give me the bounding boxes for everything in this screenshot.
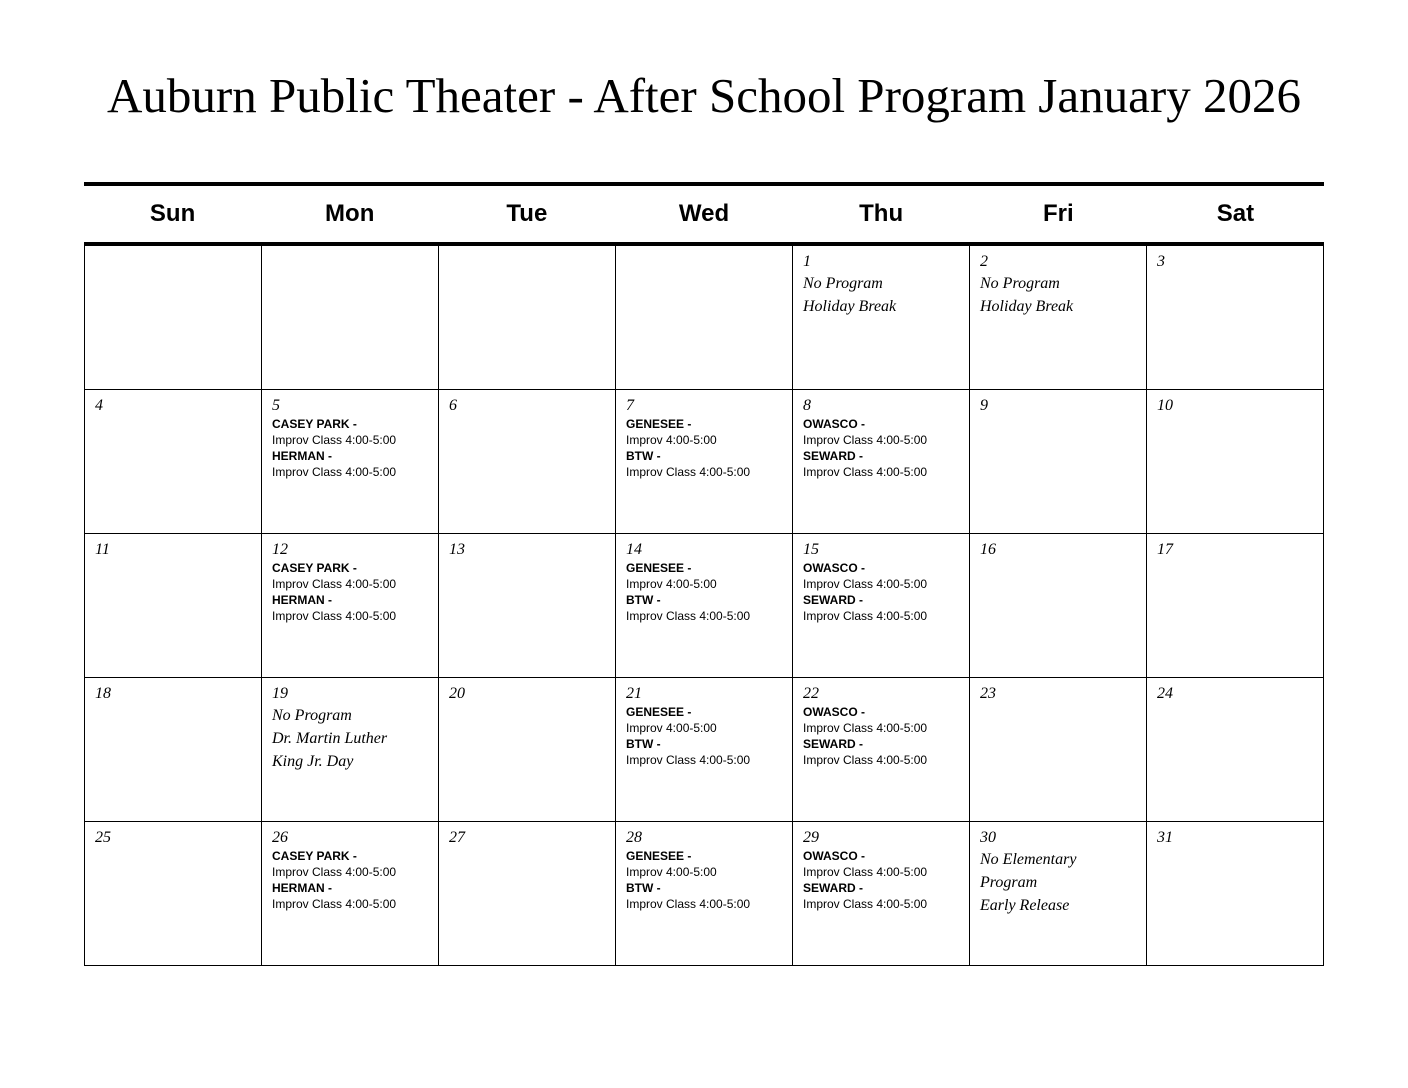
day-number: 11 [95, 541, 110, 558]
program-class-time: Improv Class 4:00-5:00 [803, 433, 928, 447]
day-number: 17 [1157, 541, 1173, 558]
day-number: 23 [980, 685, 996, 702]
day-number: 10 [1157, 397, 1173, 414]
day-number: 25 [95, 829, 111, 846]
day-cell-empty [439, 246, 616, 390]
day-number: 9 [980, 397, 988, 414]
day-cell-empty [616, 246, 793, 390]
day-cell-11 [85, 534, 262, 678]
day-cell-12 [262, 534, 439, 678]
day-number: 30 [980, 829, 996, 846]
program-site: SEWARD - [803, 593, 863, 607]
day-number: 6 [449, 397, 457, 414]
weekday-header-tue: Tue [506, 200, 548, 227]
day-cell-10 [1147, 390, 1324, 534]
program-class-time: Improv Class 4:00-5:00 [272, 465, 397, 479]
day-cell-29 [793, 822, 970, 966]
day-cell-empty [85, 246, 262, 390]
program-site: BTW - [626, 593, 661, 607]
program-class-time: Improv Class 4:00-5:00 [803, 865, 928, 879]
day-number: 3 [1157, 253, 1165, 270]
program-site: OWASCO - [803, 561, 865, 575]
program-class-time: Improv Class 4:00-5:00 [803, 753, 928, 767]
program-class-time: Improv Class 4:00-5:00 [803, 721, 928, 735]
day-cell-1 [793, 246, 970, 390]
weekday-header-wed: Wed [678, 200, 730, 227]
program-class-time: Improv Class 4:00-5:00 [272, 609, 397, 623]
program-site: OWASCO - [803, 849, 865, 863]
day-cell-5 [262, 390, 439, 534]
weekday-header-fri: Fri [1042, 200, 1074, 227]
day-note: Holiday Break [980, 298, 1074, 315]
program-class-time: Improv Class 4:00-5:00 [803, 609, 928, 623]
day-number: 29 [803, 829, 819, 846]
day-cell-empty [262, 246, 439, 390]
program-site: GENESEE - [626, 849, 692, 863]
day-cell-8 [793, 390, 970, 534]
day-cell-18 [85, 678, 262, 822]
program-class-time: Improv Class 4:00-5:00 [272, 865, 397, 879]
day-cell-25 [85, 822, 262, 966]
day-note: Early Release [980, 897, 1070, 914]
day-cell-31 [1147, 822, 1324, 966]
program-class-time: Improv Class 4:00-5:00 [626, 609, 751, 623]
program-site: SEWARD - [803, 449, 863, 463]
program-site: GENESEE - [626, 561, 692, 575]
program-class-time: Improv Class 4:00-5:00 [272, 577, 397, 591]
program-site: CASEY PARK - [272, 417, 357, 431]
day-cell-21 [616, 678, 793, 822]
day-cell-17 [1147, 534, 1324, 678]
program-site: SEWARD - [803, 737, 863, 751]
day-note: No Program [980, 275, 1060, 292]
program-site: BTW - [626, 881, 661, 895]
program-class-time: Improv Class 4:00-5:00 [626, 465, 751, 479]
day-number: 26 [272, 829, 288, 846]
program-site: SEWARD - [803, 881, 863, 895]
day-cell-9 [970, 390, 1147, 534]
program-class-time: Improv 4:00-5:00 [626, 433, 717, 447]
weekday-header-thu: Thu [859, 200, 904, 227]
day-number: 15 [803, 541, 819, 558]
day-number: 14 [626, 541, 642, 558]
day-note: Program [980, 874, 1038, 891]
day-number: 24 [1157, 685, 1173, 702]
day-number: 22 [803, 685, 819, 702]
day-cell-4 [85, 390, 262, 534]
program-class-time: Improv Class 4:00-5:00 [803, 897, 928, 911]
program-site: HERMAN - [272, 881, 332, 895]
day-number: 2 [980, 253, 988, 270]
day-cell-27 [439, 822, 616, 966]
program-class-time: Improv Class 4:00-5:00 [803, 465, 928, 479]
day-cell-16 [970, 534, 1147, 678]
day-number: 16 [980, 541, 996, 558]
day-cell-23 [970, 678, 1147, 822]
day-number: 27 [449, 829, 465, 846]
program-class-time: Improv Class 4:00-5:00 [272, 897, 397, 911]
program-site: CASEY PARK - [272, 561, 357, 575]
day-note: Dr. Martin Luther [272, 730, 388, 747]
program-site: BTW - [626, 449, 661, 463]
program-class-time: Improv Class 4:00-5:00 [803, 577, 928, 591]
day-number: 20 [449, 685, 465, 702]
day-number: 28 [626, 829, 642, 846]
weekday-header-mon: Mon [325, 200, 375, 227]
calendar [84, 182, 1324, 966]
day-cell-14 [616, 534, 793, 678]
page-title: Auburn Public Theater - After School Program January 2026 [107, 68, 1301, 123]
day-number: 21 [626, 685, 642, 702]
weekday-header-sun: Sun [149, 200, 196, 227]
program-class-time: Improv 4:00-5:00 [626, 865, 717, 879]
day-note: No Elementary [980, 851, 1077, 868]
day-cell-20 [439, 678, 616, 822]
day-number: 13 [449, 541, 465, 558]
day-note: King Jr. Day [272, 753, 354, 770]
day-number: 12 [272, 541, 288, 558]
weekday-header-sat: Sat [1216, 200, 1255, 227]
program-class-time: Improv Class 4:00-5:00 [272, 433, 397, 447]
program-class-time: Improv 4:00-5:00 [626, 577, 717, 591]
program-site: CASEY PARK - [272, 849, 357, 863]
program-class-time: Improv 4:00-5:00 [626, 721, 717, 735]
day-note: No Program [803, 275, 883, 292]
day-note: Holiday Break [803, 298, 897, 315]
program-class-time: Improv Class 4:00-5:00 [626, 753, 751, 767]
day-cell-7 [616, 390, 793, 534]
day-number: 8 [803, 397, 811, 414]
day-number: 1 [803, 253, 811, 270]
day-cell-24 [1147, 678, 1324, 822]
day-number: 4 [95, 397, 103, 414]
day-cell-6 [439, 390, 616, 534]
day-number: 5 [272, 397, 280, 414]
program-site: OWASCO - [803, 705, 865, 719]
program-site: GENESEE - [626, 705, 692, 719]
day-cell-28 [616, 822, 793, 966]
day-number: 31 [1157, 829, 1173, 846]
weekday-header-row [84, 186, 1324, 242]
day-cell-3 [1147, 246, 1324, 390]
day-cell-30 [970, 822, 1147, 966]
day-cell-22 [793, 678, 970, 822]
calendar-grid [84, 246, 1324, 966]
program-site: HERMAN - [272, 449, 332, 463]
program-site: HERMAN - [272, 593, 332, 607]
program-class-time: Improv Class 4:00-5:00 [626, 897, 751, 911]
program-site: GENESEE - [626, 417, 692, 431]
day-cell-2 [970, 246, 1147, 390]
day-cell-15 [793, 534, 970, 678]
day-note: No Program [272, 707, 352, 724]
program-site: BTW - [626, 737, 661, 751]
day-number: 19 [272, 685, 288, 702]
day-cell-19 [262, 678, 439, 822]
day-cell-26 [262, 822, 439, 966]
day-number: 18 [95, 685, 111, 702]
program-site: OWASCO - [803, 417, 865, 431]
day-number: 7 [626, 397, 634, 414]
day-cell-13 [439, 534, 616, 678]
